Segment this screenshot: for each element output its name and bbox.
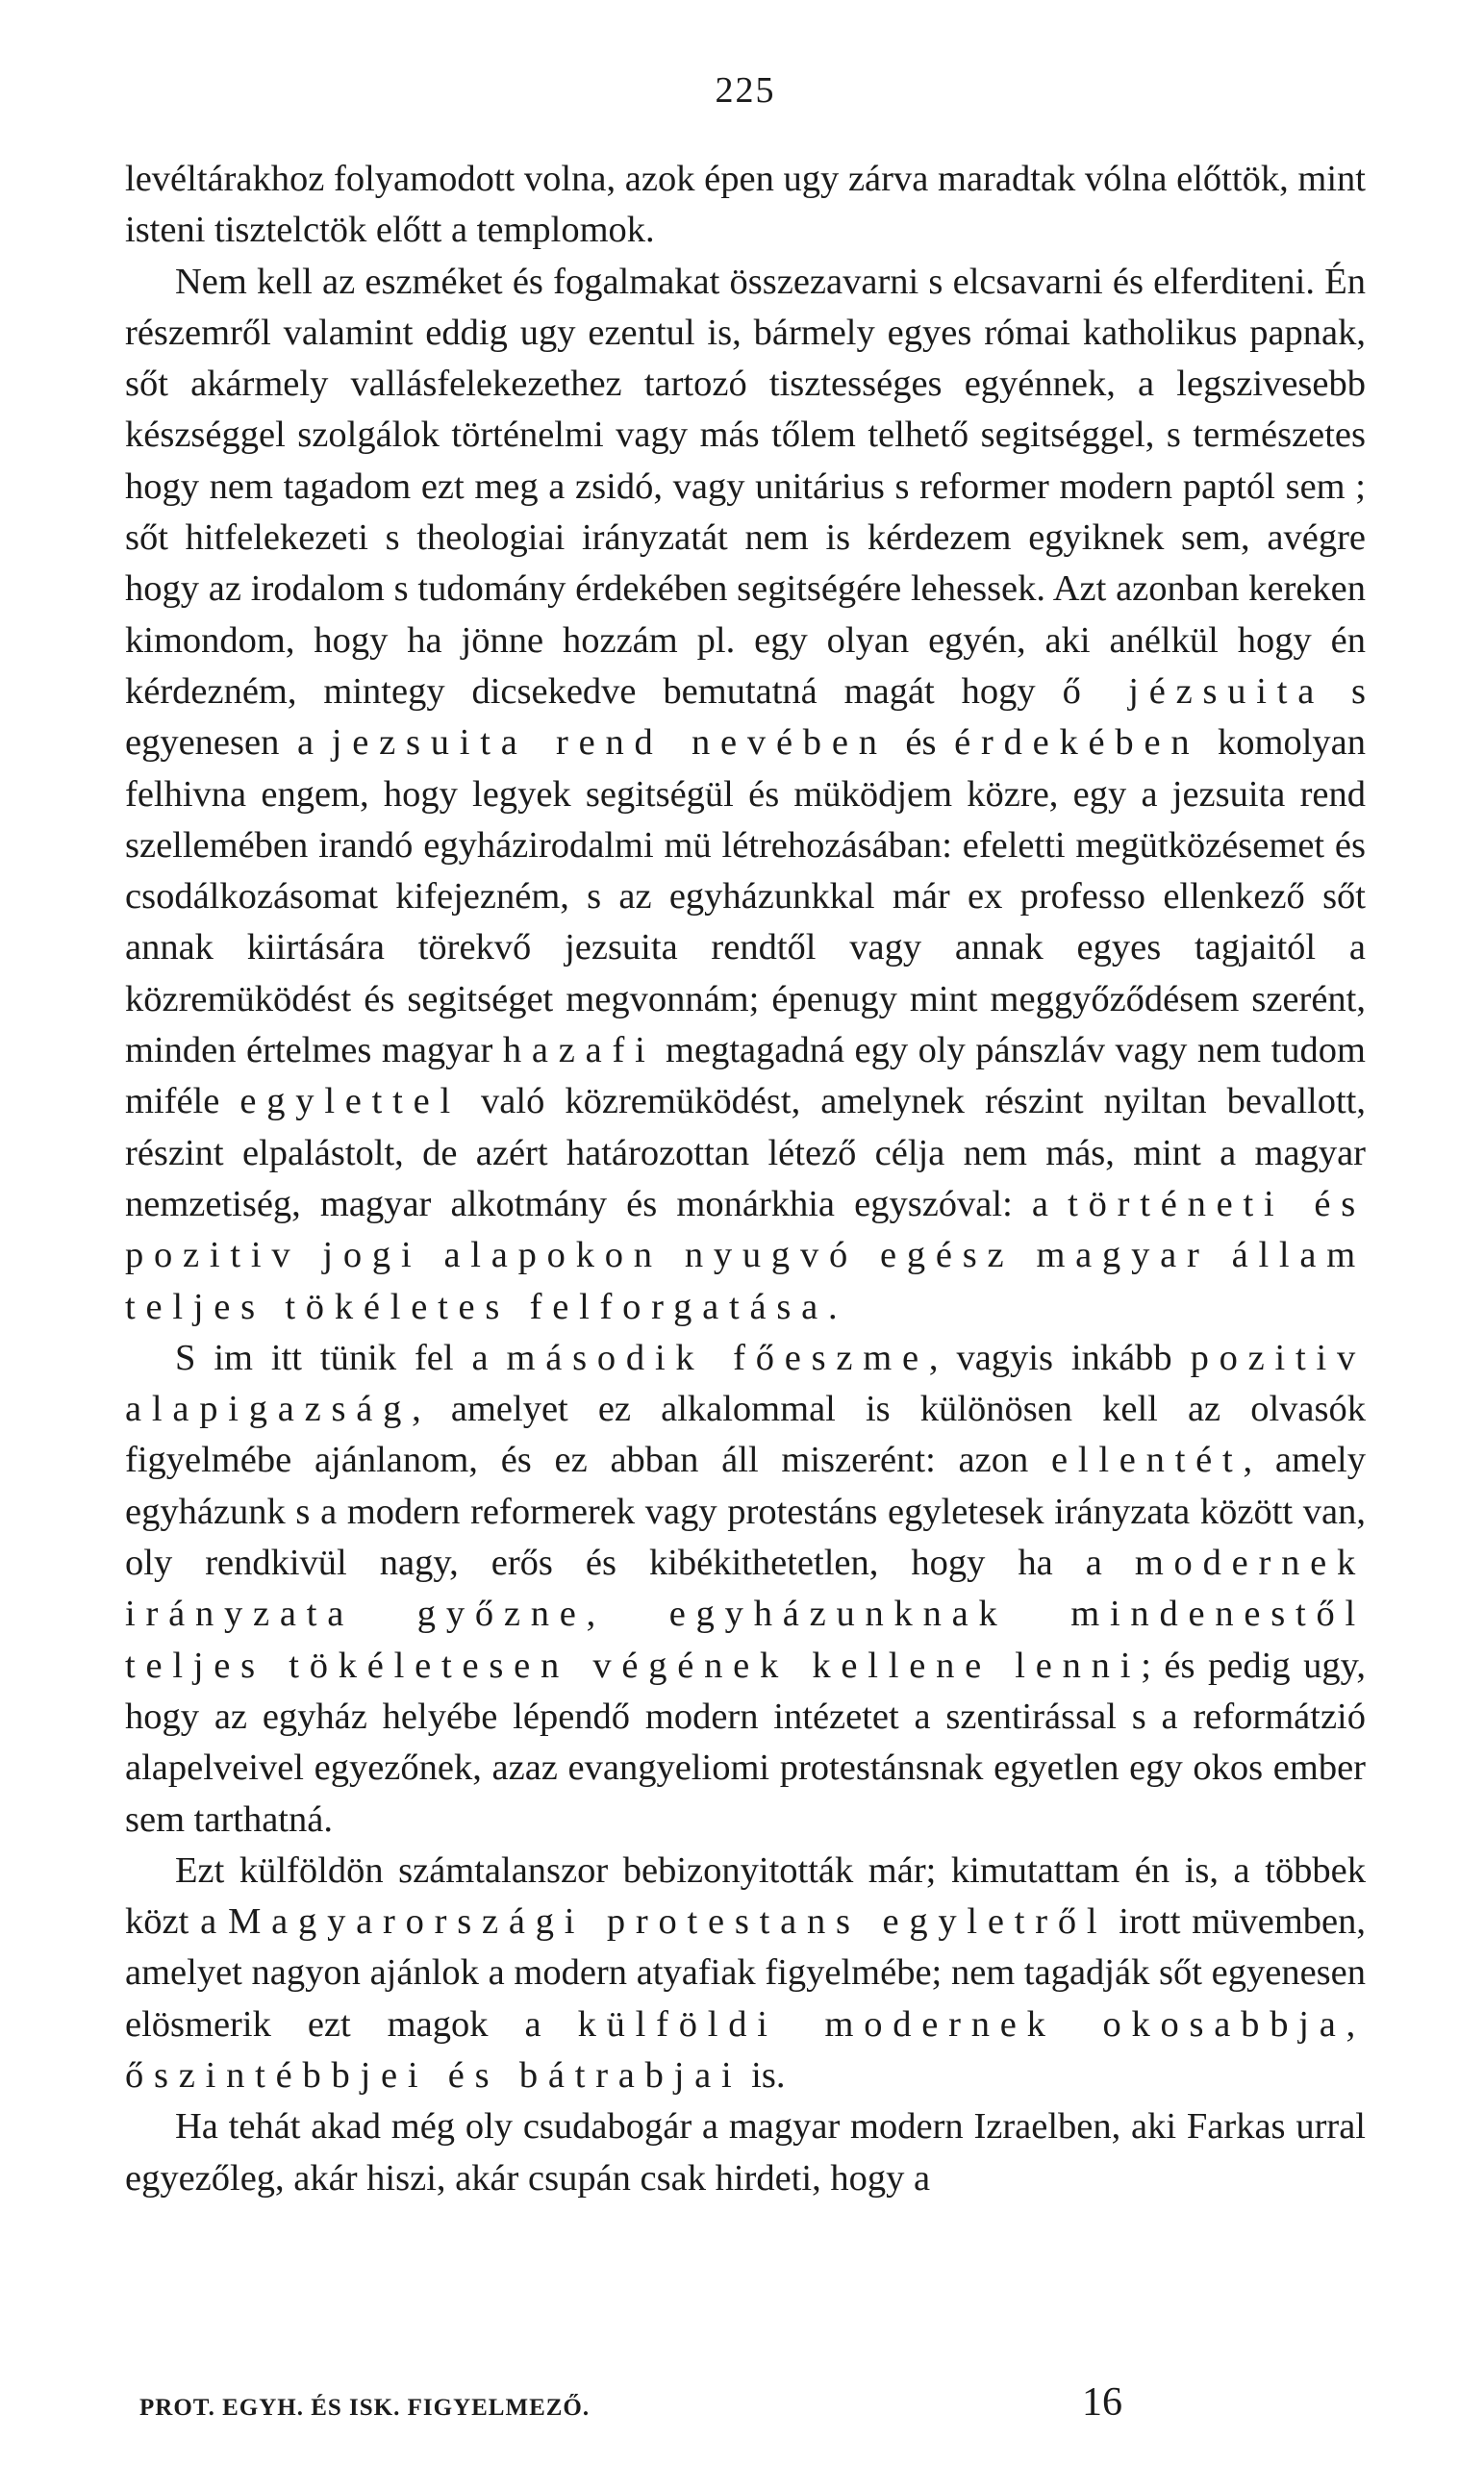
text-span: , vagyis inkább [928,1337,1191,1378]
emphasis-spaced: ellentét [1050,1440,1244,1481]
emphasis-spaced: érdekében [954,722,1200,764]
text-span: megtagadná egy oly pánszláv vagy nem tudom miféle [125,1030,1366,1122]
text-span: , amelyet ez alkalommal is különösen kell az olvasók figyelmébe ajánlanom, és ez abban áll miszerént: azon [125,1389,1366,1481]
signature-mark: 16 [1082,2380,1122,2425]
text-span: irott müvemben, amelyet nagyon ajánlok a modern atyafiak figyelmébe; nem tagadják sőt egyenesen elösmerik ezt magok a [125,1901,1366,2045]
emphasis-spaced: ő jézsuita [1062,670,1325,712]
text-span: Ha tehát akad még oly csudabogár a magyar modern Izraelben, aki Farkas urral egyezőleg, akár hiszi, akár csupán csak hirdeti, hogy a [125,2106,1366,2199]
text-span: s egyenesen a [125,670,1366,764]
text-span: S im itt tünik fel a [175,1337,507,1378]
emphasis-spaced: jezsuita rend nevében [331,722,888,764]
page-number: 225 [715,70,776,111]
text-span: Nem kell az eszméket és fogalmakat összezavarni s elcsavarni és elferditeni. Én részemről valamint eddig ugy ezentul is, bármely egyes római katholikus papnak, sőt akármely vallásfelekezethez tartozó tisztességes egyénnek, a legszivesebb készséggel szolgálok történelmi vagy más tőlem telhető segitséggel, s természetes hogy nem tagadom ezt meg a zsidó, vagy unitárius s reformer modern paptól sem ; sőt hitfelekezeti s theologiai irányzatát nem is kérdezem egyiknek sem, avégre hogy az irodalom s tudomány érdekében segitségére lehessek. Azt azonban kereken kimondom, hogy ha jönne hozzám pl. egy olyan egyén, aki anélkül hogy én kérdezném, mintegy dicsekedve bemutatná magát hogy [125,261,1366,712]
paragraph-3 [125,1333,1366,1846]
emphasis-spaced: pozitiv alapigazság [125,1337,1366,1430]
emphasis-spaced: külföldi modernek okosabbja, őszintébbjei és bátrabjai [125,2003,1366,2096]
text-span: komolyan felhivna engem, hogy legyek segitségül és müködjem közre, egy a jezsuita rend szellemében irandó egyházirodalmi mü létrehozásában: efeletti megütközésemet és csodálkozásomat kifejezném, s az egyházunkkal már ex professo ellenkező sőt annak kiirtására törekvő jezsuita rendtől vagy annak egyes tagjaitól a közremüködést és segitséget megvonnám; épenugy mint meggyőződésem szerént, minden értelmes magyar [125,722,1367,1071]
emphasis-spaced: történeti és pozitiv jogi alapokon nyugvó egész magyar állam teljes tökéletes felforgatása. [125,1183,1367,1327]
paragraph-4 [125,1846,1366,2101]
emphasis-spaced: modernek irányzata győzne, egyházunknak mindenestől teljes tökéletesen végének kellene lenni [125,1543,1366,1686]
paragraph-5 [125,2101,1366,2204]
text-span: és [887,722,955,764]
text-span: Ezt külföldön számtalanszor bebizonyitották már; kimutattam én is, a többek közt a [125,1849,1366,1943]
text-span: is. [742,2054,786,2096]
text-span: való közremüködést, amelynek részint nyiltan bevallott, részint elpalástolt, de azért határozottan létező célja nem más, mint a magyar nemzetiség, magyar alkotmány és monárkhia egyszóval: a [125,1081,1366,1224]
text-span: levéltárakhoz folyamodott volna, azok épen ugy zárva maradtak vólna előttök, mint isteni tisztelctök előtt a templomok. [125,159,1366,251]
paragraph-1 [125,154,1366,257]
emphasis-spaced: Magyarországi protestans egyletről [228,1901,1108,1943]
emphasis-spaced: egylettel [239,1081,461,1122]
body-text [125,154,1366,2204]
emphasis-spaced: második főeszme [506,1337,929,1378]
text-span: , amely egyházunk s a modern reformerek vagy protestáns egyletesek irányzata között van, oly rendkivül nagy, erős és kibékithetetlen, hogy ha a [125,1440,1366,1584]
journal-title: PROT. EGYH. ÉS ISK. FIGYELMEZŐ. [139,2395,591,2421]
paragraph-2 [125,257,1366,1333]
text-span: ; és pedig ugy, hogy az egyház helyébe lépendő modern intézetet a szentirással s a reformátzió alapelveivel egyezőnek, azaz evangyeliomi protestánsnak egyetlen egy okos ember sem tarthatná. [125,1645,1366,1840]
emphasis-spaced: hazafi [502,1030,656,1071]
